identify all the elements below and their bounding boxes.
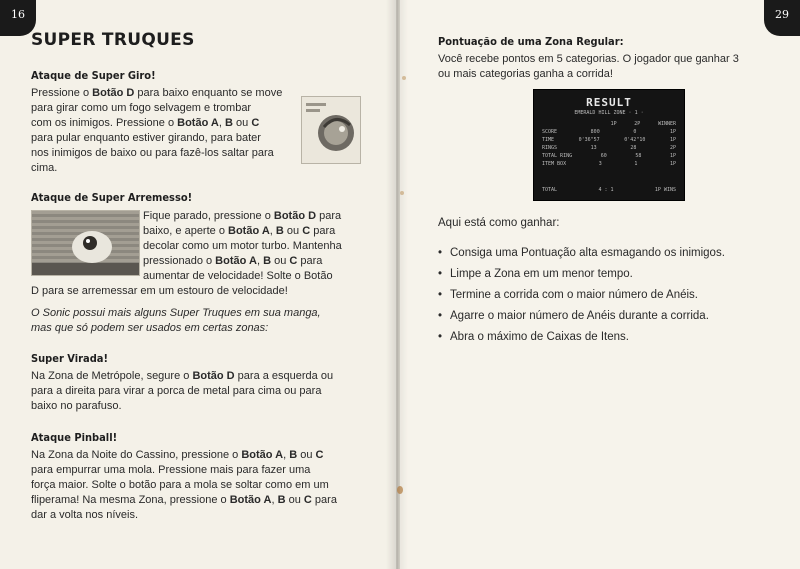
result-cell: RINGS xyxy=(542,145,558,151)
heading-super-giro: Ataque de Super Giro! xyxy=(31,69,156,82)
text-line: para empurrar uma mola. Pressione mais para fazer uma xyxy=(31,464,311,476)
result-winner: 1P WINS xyxy=(654,187,676,193)
page-title: SUPER TRUQUES xyxy=(31,30,195,50)
button-name: Botão A xyxy=(177,117,219,129)
bullet-icon: • xyxy=(438,310,443,322)
result-cell: TIME xyxy=(542,137,555,143)
result-total-label: TOTAL xyxy=(542,187,558,193)
button-name: Botão D xyxy=(92,87,135,99)
button-name: Botão A xyxy=(215,255,257,267)
button-name: C xyxy=(251,117,260,129)
result-cell: WINNER xyxy=(657,121,676,127)
result-cell: 2P xyxy=(669,145,676,151)
result-row xyxy=(542,160,676,168)
paragraph-super-giro xyxy=(31,86,299,176)
paragraph-intro xyxy=(438,52,778,82)
text-line: cima. xyxy=(31,162,58,174)
result-row xyxy=(542,152,676,160)
result-cell: 0'42"10 xyxy=(624,137,646,143)
text-line: pressionado o Botão A, B ou C para xyxy=(143,255,323,267)
text-line: para a direita para virar a porca de metal para cima ou para xyxy=(31,385,322,397)
result-footer xyxy=(542,187,676,193)
result-row xyxy=(542,128,676,136)
button-name: C xyxy=(302,225,311,237)
button-name: B xyxy=(275,225,284,237)
result-cell: 1P xyxy=(610,121,617,127)
text-line: D para se arremessar em um estouro de velocidade! xyxy=(31,285,288,297)
bullet-icon: • xyxy=(438,331,443,343)
book-gutter xyxy=(386,0,408,569)
text-line: fliperama! Na mesma Zona, pressione o Botão A, B ou C para xyxy=(31,494,337,506)
button-name: Botão A xyxy=(228,225,270,237)
paragraph-super-arremesso-b xyxy=(31,284,361,299)
bullet-icon: • xyxy=(438,268,443,280)
text-line: Na Zona da Noite do Cassino, pressione o Botão A, B ou C xyxy=(31,449,324,461)
text-line: Você recebe pontos em 5 categorias. O jogador que ganhar 3 xyxy=(438,53,739,65)
heading-super-virada: Super Virada! xyxy=(31,352,108,365)
button-name: Botão A xyxy=(229,494,272,506)
text-line: aumentar de velocidade! Solte o Botão xyxy=(143,270,333,282)
paper-stain xyxy=(400,191,404,195)
button-name: B xyxy=(289,449,298,461)
result-cell: 2P xyxy=(634,121,641,127)
result-cell: ITEM BOX xyxy=(542,161,567,167)
page-number-left: 16 xyxy=(0,0,36,36)
text-line: mas que só podem ser usados em certas zonas: xyxy=(31,322,269,334)
result-cell: SCORE xyxy=(542,129,558,135)
result-cell: 28 xyxy=(630,145,637,151)
text-line: decolar como um motor turbo. Mantenha xyxy=(143,240,342,252)
button-name: B xyxy=(225,117,233,129)
list-item-text: Agarre o maior número de Anéis durante a corrida. xyxy=(450,310,709,322)
result-cell: 60 xyxy=(600,153,607,159)
text-line: Pressione o Botão D para baixo enquanto se move xyxy=(31,87,283,99)
sonic-spin-image xyxy=(301,96,361,164)
text-line: nos inimigos de baixo ou para fazê-los saltar para xyxy=(31,147,274,159)
result-cell: 1P xyxy=(669,137,676,143)
note-paragraph xyxy=(31,306,361,336)
result-cell: 58 xyxy=(635,153,642,159)
text-line: para girar como um fogo selvagem e trombar xyxy=(31,102,252,114)
result-cell: 1P xyxy=(669,153,676,159)
text-line: para pular enquanto estiver girando, para bater xyxy=(31,132,261,144)
result-cell xyxy=(542,120,593,128)
result-table xyxy=(542,120,676,168)
paper-stain xyxy=(397,486,403,494)
button-name: B xyxy=(263,255,272,267)
button-name: C xyxy=(289,255,298,267)
result-cell: 800 xyxy=(590,129,600,135)
text-line: O Sonic possui mais alguns Super Truques em sua manga, xyxy=(31,307,321,319)
text-line: Na Zona de Metrópole, segure o Botão D para a esquerda ou xyxy=(31,370,334,382)
list-item-text: Termine a corrida com o maior número de Anéis. xyxy=(450,289,698,301)
result-cell: 1P xyxy=(669,129,676,135)
result-cell: 13 xyxy=(590,145,597,151)
page-number-right: 29 xyxy=(764,0,800,36)
text-line: baixo, e aperte o Botão A, B ou C para xyxy=(143,225,336,237)
how-to-win-label: Aqui está como ganhar: xyxy=(438,217,560,229)
result-title: RESULT xyxy=(586,96,632,109)
text-line: ou mais categorias ganha a corrida! xyxy=(438,68,613,80)
button-name: B xyxy=(277,494,286,506)
bullet-icon: • xyxy=(438,289,443,301)
text-line: baixo no parafuso. xyxy=(31,400,122,412)
bullet-icon: • xyxy=(438,247,443,259)
list-item-text: Consiga uma Pontuação alta esmagando os inimigos. xyxy=(450,247,725,259)
result-header-row xyxy=(542,120,676,128)
list-item xyxy=(438,306,725,327)
left-page xyxy=(0,0,396,569)
list-item xyxy=(438,327,725,348)
text-line: dar a volta nos níveis. xyxy=(31,509,139,521)
result-cell: 0'36"57 xyxy=(578,137,600,143)
result-row xyxy=(542,144,676,152)
result-cell: 3 xyxy=(598,161,602,167)
list-item xyxy=(438,264,725,285)
result-screenshot xyxy=(533,89,685,201)
paragraph-super-virada xyxy=(31,369,361,414)
result-cell: 0 xyxy=(633,129,637,135)
sonic-dash-image xyxy=(31,210,140,276)
button-name: Botão D xyxy=(273,210,317,222)
list-item xyxy=(438,243,725,264)
sonic-dash-icon xyxy=(32,211,139,275)
result-subtitle: EMERALD HILL ZONE · 1 · xyxy=(574,110,644,116)
button-name: Botão D xyxy=(192,370,235,382)
result-cell: 1 xyxy=(634,161,638,167)
sonic-spin-icon xyxy=(302,97,360,163)
paper-stain xyxy=(402,76,406,80)
result-cell: 1P xyxy=(669,161,676,167)
result-row xyxy=(542,136,676,144)
list-item xyxy=(438,285,725,306)
paragraph-ataque-pinball xyxy=(31,448,361,523)
button-name: C xyxy=(315,449,324,461)
heading-super-arremesso: Ataque de Super Arremesso! xyxy=(31,191,193,204)
list-item-text: Abra o máximo de Caixas de Itens. xyxy=(450,331,629,343)
button-name: C xyxy=(303,494,312,506)
list-item-text: Limpe a Zona em um menor tempo. xyxy=(450,268,633,280)
win-conditions-list xyxy=(438,243,725,348)
text-line: Fique parado, pressione o Botão D para xyxy=(143,210,342,222)
result-total-value: 4 : 1 xyxy=(598,187,614,193)
text-line: força maior. Solte o botão para a mola se soltar como em um xyxy=(31,479,329,491)
right-page xyxy=(400,0,800,569)
result-cell: TOTAL RING xyxy=(542,153,573,159)
heading-ataque-pinball: Ataque Pinball! xyxy=(31,431,118,444)
text-line: com os inimigos. Pressione o Botão A, B ou C xyxy=(31,117,260,129)
button-name: Botão A xyxy=(241,449,284,461)
heading-pontuacao: Pontuação de uma Zona Regular: xyxy=(438,35,624,48)
paragraph-super-arremesso-a xyxy=(143,209,359,284)
